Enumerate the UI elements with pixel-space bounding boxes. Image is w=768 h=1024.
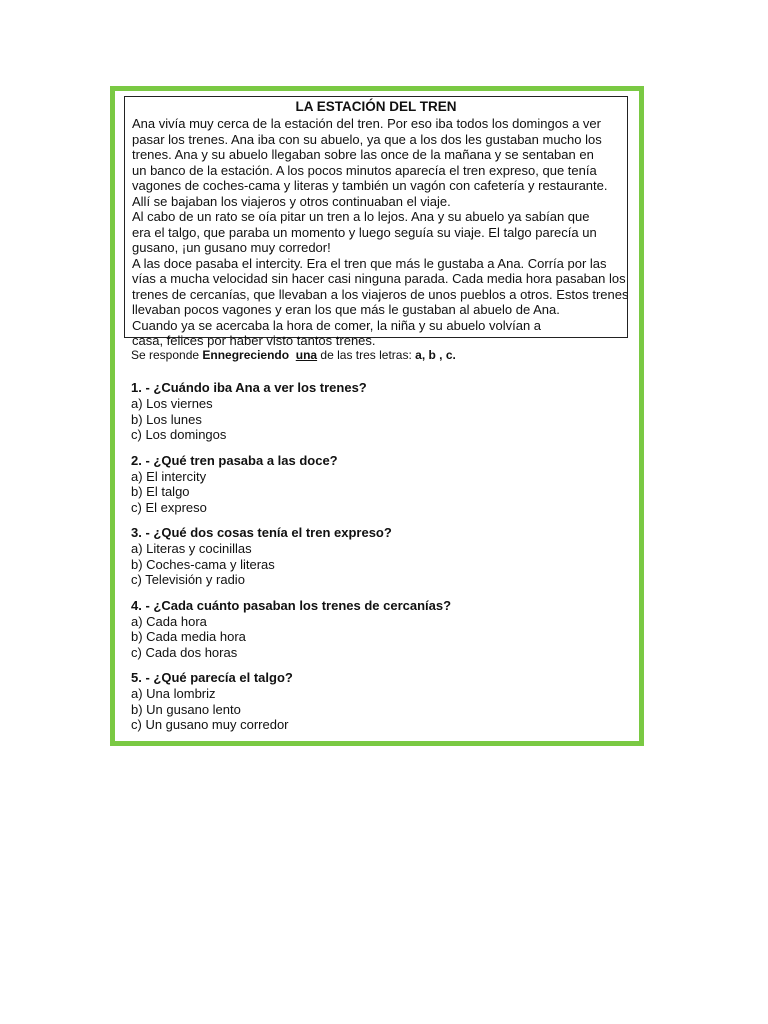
question-text: 5. - ¿Qué parecía el talgo? [131,670,293,685]
answer-instruction [131,348,456,362]
question-5 [131,669,621,733]
answer-option-c[interactable]: c) Cada dos horas [131,644,238,660]
instruction-bold-word: Ennegreciendo [202,348,290,362]
question-text: 4. - ¿Cada cuánto pasaban los trenes de cercanías? [131,597,452,613]
question-list [131,379,621,742]
question-text: 2. - ¿Qué tren pasaba a las doce? [131,452,338,468]
reading-line: un banco de la estación. A los pocos minutos aparecía el tren expreso, que tenía [132,162,597,178]
answer-option-b[interactable]: b) Coches-cama y literas [131,556,275,572]
reading-line: pasar los trenes. Ana iba con su abuelo, ya que a los dos les gustaban mucho los [132,131,602,147]
reading-line: gusano, ¡un gusano muy corredor! [132,240,331,255]
reading-line: Cuando ya se acercaba la hora de comer, la niña y su abuelo volvían a [132,317,542,333]
answer-option-a[interactable]: a) Literas y cocinillas [131,541,252,556]
answer-option-b[interactable]: b) Cada media hora [131,629,246,644]
question-text: 1. - ¿Cuándo iba Ana a ver los trenes? [131,380,367,395]
reading-line: vías a mucha velocidad sin hacer casi ninguna parada. Cada media hora pasaban los [132,271,626,286]
reading-title: LA ESTACIÓN DEL TREN [295,99,457,114]
answer-option-c[interactable]: c) Los domingos [131,427,227,442]
question-text: 3. - ¿Qué dos cosas tenía el tren expreso? [131,525,392,540]
answer-option-a[interactable]: a) Los viernes [131,396,213,411]
reading-line: Al cabo de un rato se oía pitar un tren a lo lejos. Ana y su abuelo ya sabían que [132,209,590,224]
reading-line: A las doce pasaba el intercity. Era el tren que más le gustaba a Ana. Corría por las [132,255,607,271]
question-3 [131,524,621,588]
reading-line: casa, felices por haber visto tantos trenes. [132,333,376,348]
question-4 [131,597,621,661]
answer-option-c[interactable]: c) El expreso [131,499,207,515]
worksheet-frame [110,86,644,746]
instruction-letters: a, b , c. [411,348,456,362]
answer-option-b[interactable]: b) Los lunes [131,411,202,427]
answer-option-a[interactable]: a) Cada hora [131,613,207,629]
answer-option-c[interactable]: c) Un gusano muy corredor [131,717,289,732]
instruction-underlined-word: una [295,348,318,362]
instruction-middle: de las tres letras: [317,348,412,362]
reading-line: Allí se bajaban los viajeros y otros continuaban el viaje. [132,193,451,209]
answer-option-a[interactable]: a) El intercity [131,468,207,484]
reading-line: vagones de coches-cama y literas y también un vagón con cafetería y restaurante. [132,178,608,193]
reading-line: trenes de cercanías, que llevaban a los viajeros de unos pueblos a otros. Estos trenes [132,286,629,302]
question-2 [131,452,621,516]
reading-line: llevaban pocos vagones y eran los que más le gustaban al abuelo de Ana. [132,302,560,317]
answer-option-b[interactable]: b) El talgo [131,484,190,499]
instruction-prefix: Se responde [131,348,203,362]
answer-option-a[interactable]: a) Una lombriz [131,686,216,701]
reading-line: Ana vivía muy cerca de la estación del tren. Por eso iba todos los domingos a ver [132,116,601,131]
answer-option-b[interactable]: b) Un gusano lento [131,701,241,717]
reading-line: trenes. Ana y su abuelo llegaban sobre las once de la mañana y se sentaban en [132,147,594,162]
answer-option-c[interactable]: c) Televisión y radio [131,572,245,587]
reading-passage-box [124,96,629,348]
reading-line: era el talgo, que paraba un momento y luego seguía su viaje. El talgo parecía un [132,224,597,240]
question-1 [131,379,621,443]
